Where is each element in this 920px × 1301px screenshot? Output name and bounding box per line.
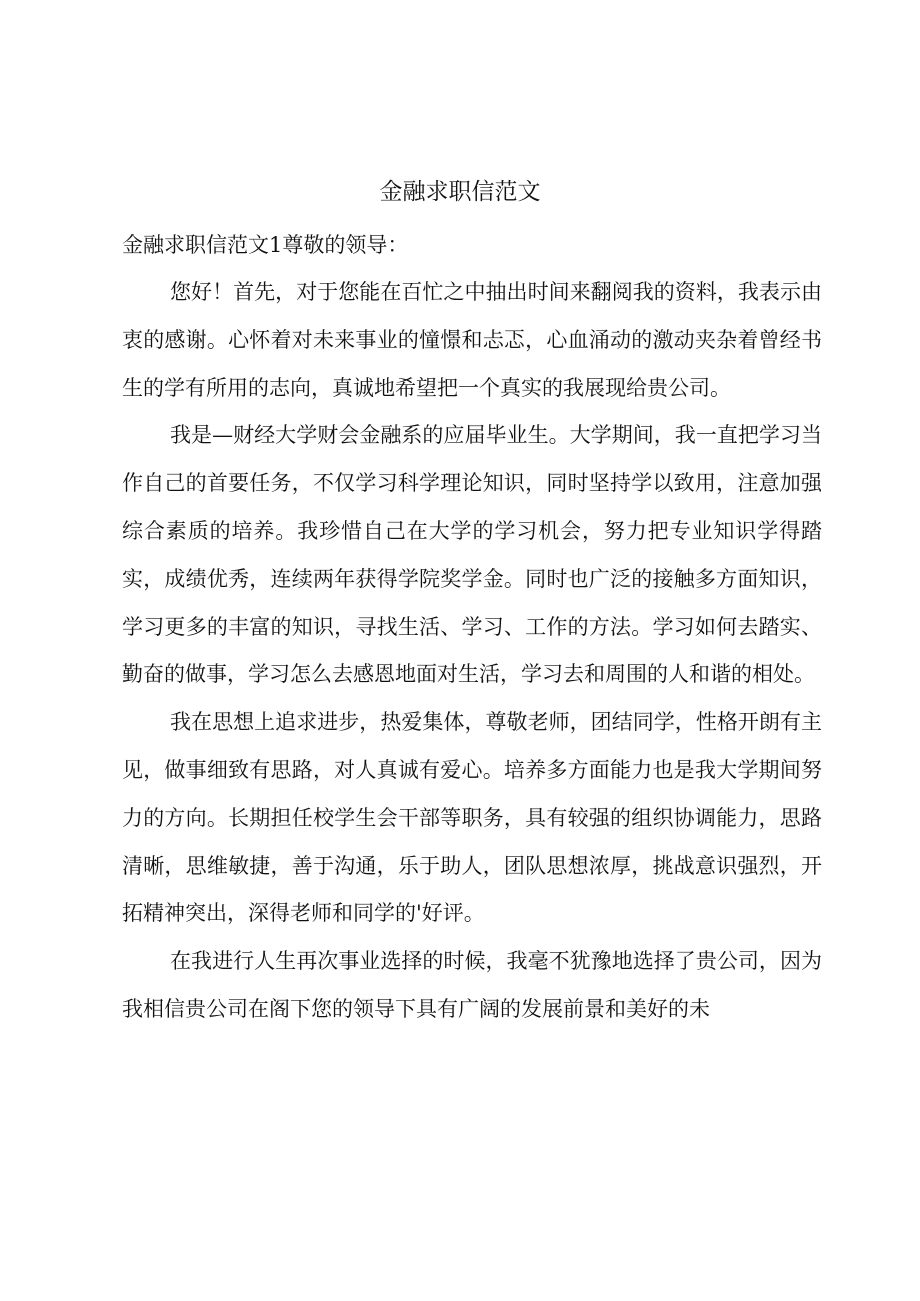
paragraph-4: 在我进行人生再次事业选择的时候，我毫不犹豫地选择了贵公司，因为我相信贵公司在阁下您的领导下具有广阔的发展前景和美好的未 [122,949,822,1021]
salutation: 金融求职信范文1尊敬的领导： [122,233,409,257]
document-title: 金融求职信范文 [379,179,541,205]
document-body [122,222,822,1034]
paragraph-3: 我在思想上追求进步，热爱集体，尊敬老师，团结同学，性格开朗有主见，做事细致有思路，对人真诚有爱心。培养多方面能力也是我大学期间努力的方向。长期担任校学生会干部等职务，具有较强的组织协调能力，思路清晰，思维敏捷，善于沟通，乐于助人，团队思想浓厚，挑战意识强烈，开拓精神突出，深得老师和同学的'好评。 [122,710,822,926]
paragraph-2: 我是—财经大学财会金融系的应届毕业生。大学期间，我一直把学习当作自己的首要任务，不仅学习科学理论知识，同时坚持学以致用，注意加强综合素质的培养。我珍惜自己在大学的学习机会，努力把专业知识学得踏实，成绩优秀，连续两年获得学院奖学金。同时也广泛的接触多方面知识，学习更多的丰富的知识，寻找生活、学习、工作的方法。学习如何去踏实、勤奋的做事，学习怎么去感恩地面对生活，学习去和周围的人和谐的相处。 [122,423,822,687]
paragraph-1: 您好！首先，对于您能在百忙之中抽出时间来翻阅我的资料，我表示由衷的感谢。心怀着对未来事业的憧憬和忐忑，心血涌动的激动夹杂着曾经书生的学有所用的志向，真诚地希望把一个真实的我展现给贵公司。 [122,280,822,400]
